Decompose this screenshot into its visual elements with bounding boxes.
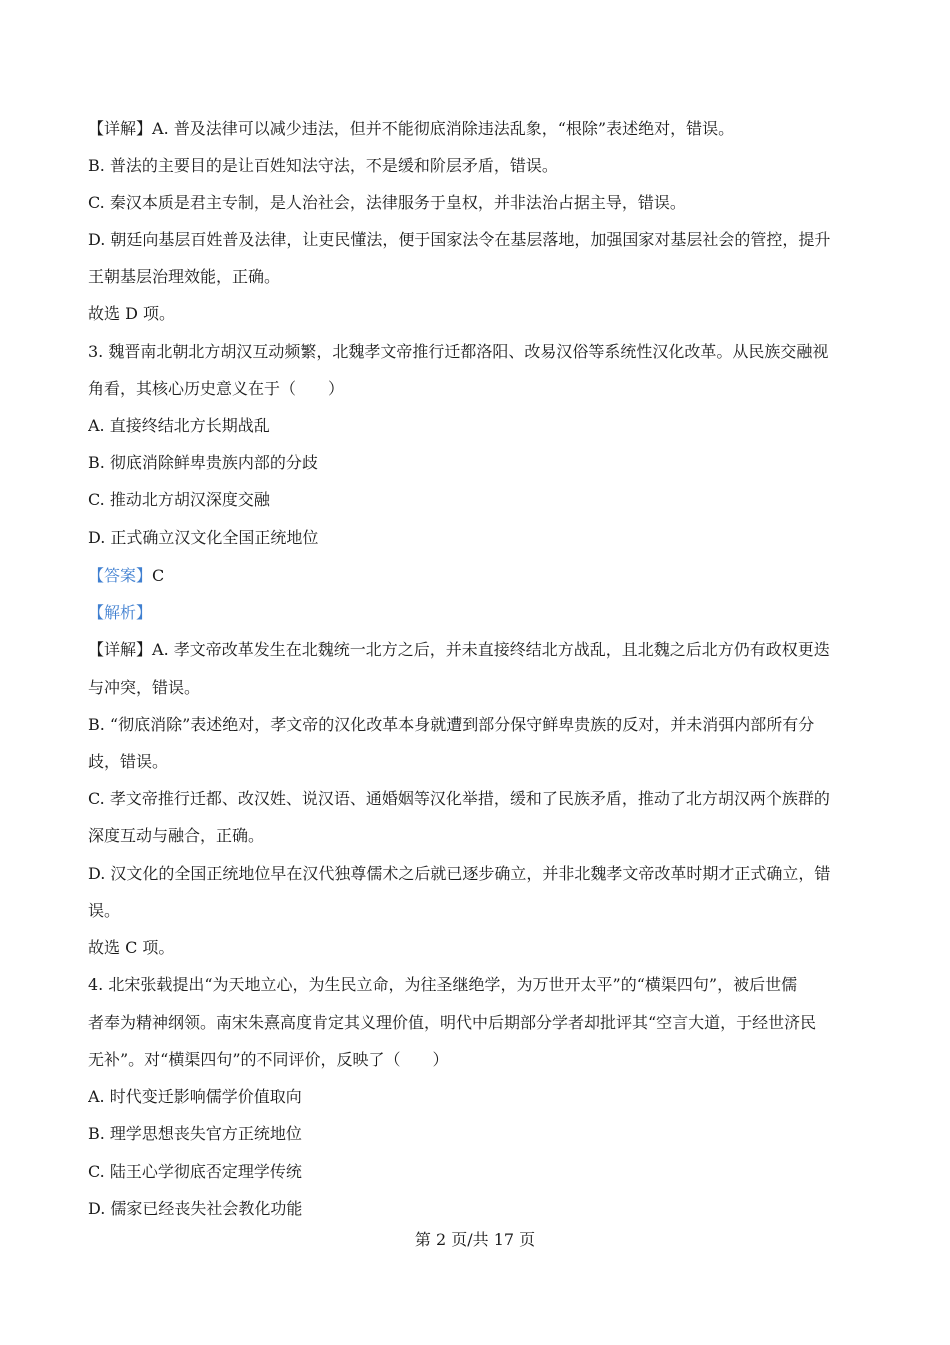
text-line: D. 汉文化的全国正统地位早在汉代独尊儒术之后就已逐步确立，并非北魏孝文帝改革时期才正式确立，错 — [88, 864, 831, 883]
option-d: D. 儒家已经丧失社会教化功能 — [88, 1199, 303, 1218]
answer-value: C — [152, 566, 165, 585]
text-line: 误。 — [88, 901, 121, 920]
text-line: 与冲突，错误。 — [88, 678, 201, 697]
text-line: C. 秦汉本质是君主专制，是人治社会，法律服务于皇权，并非法治占据主导，错误。 — [88, 193, 686, 212]
question-4-stem: 者奉为精神纲领。南宋朱熹高度肯定其义理价值，明代中后期部分学者却批评其“空言大道，于经世济民 — [88, 1013, 817, 1032]
text-line: C. 孝文帝推行迁都、改汉姓、说汉语、通婚姻等汉化举措，缓和了民族矛盾，推动了北方胡汉两个族群的 — [88, 789, 830, 808]
option-b: B. 彻底消除鲜卑贵族内部的分歧 — [88, 453, 318, 472]
detail-label: 【详解】 — [88, 640, 153, 659]
answer-label: 【答案】 — [88, 566, 153, 585]
text-line: B. “彻底消除”表述绝对，孝文帝的汉化改革本身就遭到部分保守鲜卑贵族的反对，并未消弭内部所有分 — [88, 715, 815, 734]
question-4-stem: 4. 北宋张载提出“为天地立心，为生民立命，为往圣继绝学，为万世开太平”的“横渠四句”，被后世儒 — [88, 975, 798, 994]
text-line: A. 孝文帝改革发生在北魏统一北方之后，并未直接终结北方战乱，且北魏之后北方仍有政权更迭 — [152, 640, 830, 659]
question-3-stem: 3. 魏晋南北朝北方胡汉互动频繁，北魏孝文帝推行迁都洛阳、改易汉俗等系统性汉化改革。从民族交融视 — [88, 342, 829, 361]
analysis-row — [88, 601, 878, 625]
detail-paragraph-q3-a — [88, 638, 878, 662]
choice-conclusion: 故选 D 项。 — [88, 304, 176, 323]
text-line: B. 普法的主要目的是让百姓知法守法，不是缓和阶层矛盾，错误。 — [88, 156, 558, 175]
analysis-label: 【解析】 — [88, 603, 153, 622]
choice-conclusion: 故选 C 项。 — [88, 938, 175, 957]
text-line: 王朝基层治理效能，正确。 — [88, 267, 281, 286]
option-c: C. 陆王心学彻底否定理学传统 — [88, 1162, 302, 1181]
text-line: D. 朝廷向基层百姓普及法律，让吏民懂法，便于国家法令在基层落地，加强国家对基层社会的管控，提升 — [88, 230, 831, 249]
page-footer: 第 2 页/共 17 页 — [414, 1230, 536, 1249]
question-4-stem: 无补”。对“横渠四句”的不同评价，反映了（ ） — [88, 1050, 449, 1069]
option-a: A. 时代变迁影响儒学价值取向 — [88, 1087, 302, 1106]
detail-label: 【详解】 — [88, 119, 153, 138]
text-line: 深度互动与融合，正确。 — [88, 826, 265, 845]
answer-row — [88, 564, 878, 588]
option-b: B. 理学思想丧失官方正统地位 — [88, 1124, 302, 1143]
detail-paragraph-q2-a — [88, 117, 878, 141]
text-line: 歧，错误。 — [88, 752, 169, 771]
option-c: C. 推动北方胡汉深度交融 — [88, 490, 270, 509]
text-line: A. 普及法律可以减少违法，但并不能彻底消除违法乱象，“根除”表述绝对，错误。 — [152, 119, 735, 138]
question-3-stem: 角看，其核心历史意义在于（ ） — [88, 379, 345, 398]
option-a: A. 直接终结北方长期战乱 — [88, 416, 270, 435]
option-d: D. 正式确立汉文化全国正统地位 — [88, 528, 319, 547]
